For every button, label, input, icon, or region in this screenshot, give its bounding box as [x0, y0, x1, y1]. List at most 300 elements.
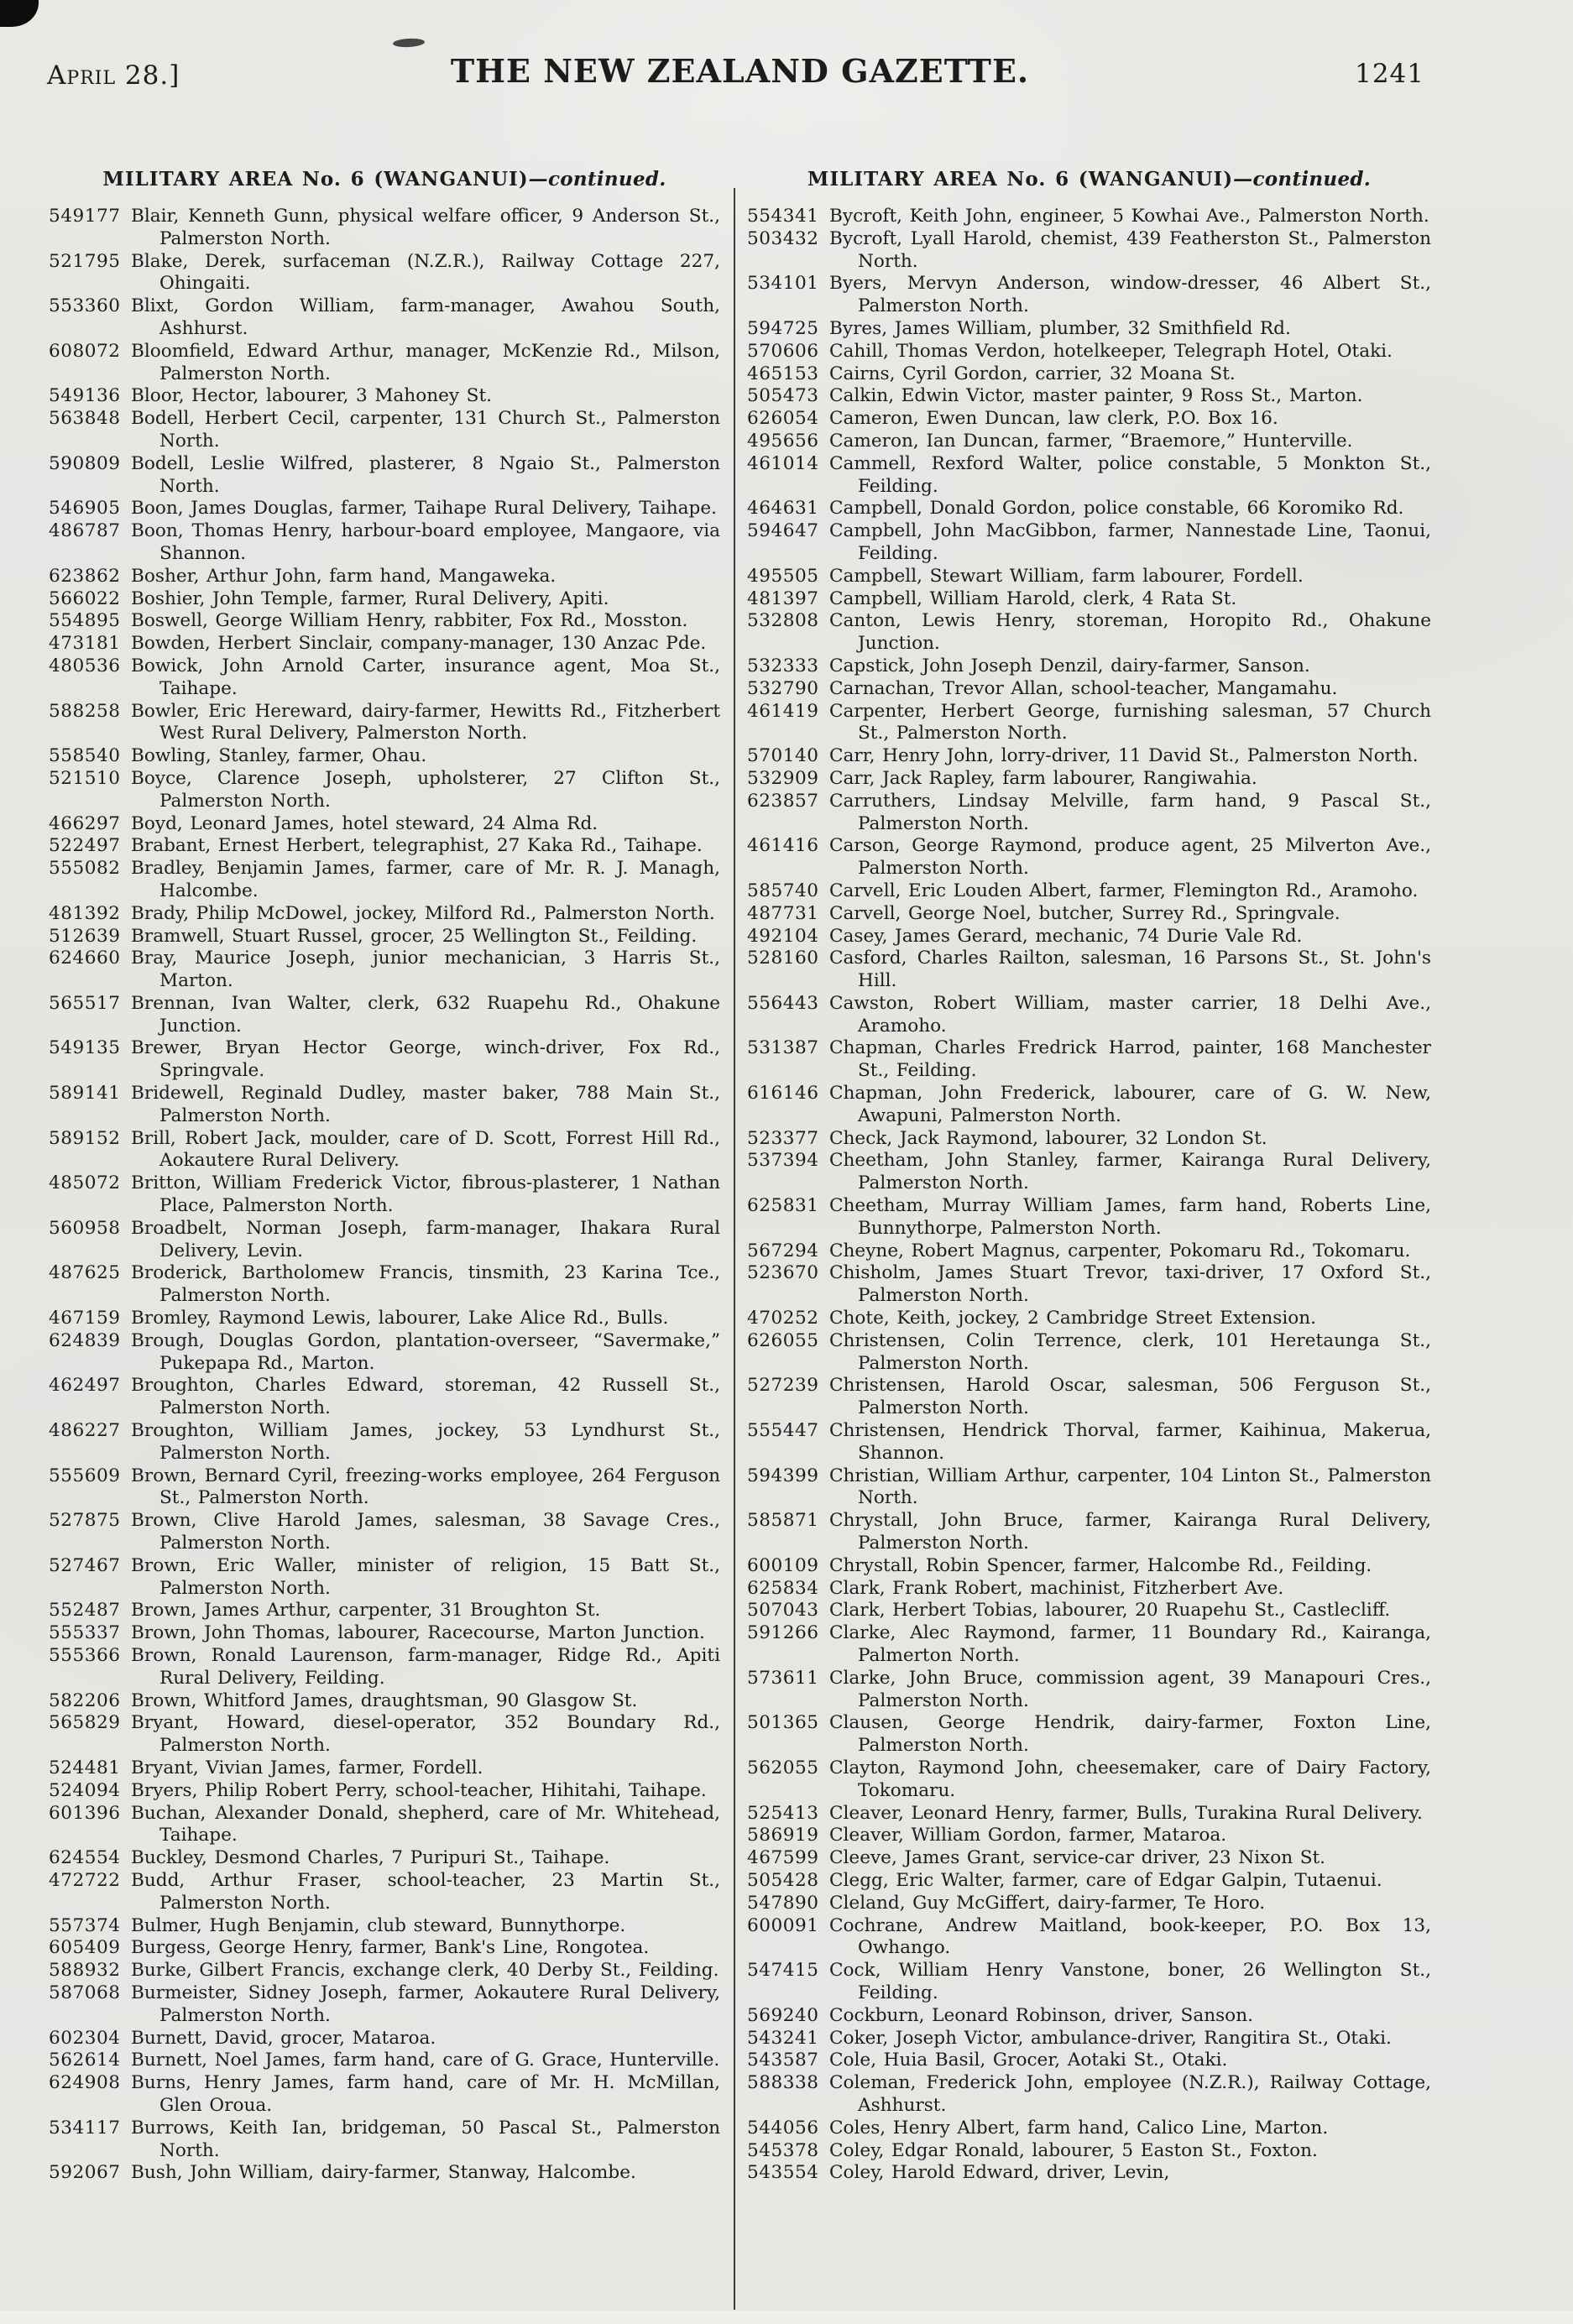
service-number: 590809 — [49, 452, 121, 474]
entry-text: Brown, Ronald Laurenson, farm-manager, Ridge Rd., Apiti Rural Delivery, Feilding. — [131, 1645, 720, 1689]
service-number: 626055 — [747, 1329, 819, 1351]
registry-entry — [747, 1375, 1431, 1420]
service-number: 565517 — [49, 992, 121, 1014]
registry-entry — [49, 835, 720, 858]
entry-text: Blixt, Gordon William, farm-manager, Awahou South, Ashhurst. — [131, 295, 720, 339]
registry-entry — [747, 1330, 1431, 1376]
heading-area-label: MILITARY AREA No. 6 (WANGANUI) — [102, 168, 529, 191]
service-number: 555337 — [49, 1622, 121, 1644]
service-number: 486787 — [49, 520, 121, 542]
service-number: 547890 — [747, 1892, 819, 1914]
registry-entry — [49, 948, 720, 993]
service-number: 554895 — [49, 610, 121, 632]
heading-continued-label: —continued. — [528, 168, 666, 191]
service-number: 625831 — [747, 1195, 819, 1217]
entry-text: Cleeve, James Grant, service-car driver, 23 Nixon St. — [829, 1847, 1326, 1869]
entry-text: Cleland, Guy McGiffert, dairy-farmer, Te Horo. — [829, 1892, 1266, 1914]
entry-text: Chisholm, James Stuart Trevor, taxi-driver, 17 Oxford St., Palmerston North. — [829, 1262, 1431, 1307]
service-number: 605409 — [49, 1937, 121, 1959]
registry-entry — [747, 1083, 1431, 1128]
service-number: 525413 — [747, 1802, 819, 1824]
service-number: 624660 — [49, 948, 121, 969]
registry-entry — [747, 1893, 1431, 1915]
registry-entry — [49, 633, 720, 655]
service-number: 558540 — [49, 745, 121, 767]
registry-entry — [747, 1262, 1431, 1308]
registry-entry — [49, 1555, 720, 1601]
service-number: 521795 — [49, 250, 121, 272]
registry-entry — [747, 1803, 1431, 1825]
registry-entry — [747, 835, 1431, 880]
registry-entry — [49, 1712, 720, 1757]
service-number: 555609 — [49, 1465, 121, 1486]
registry-entry — [747, 498, 1431, 520]
entry-text: Coleman, Frederick John, employee (N.Z.R.), Railway Cottage, Ashhurst. — [829, 2072, 1431, 2116]
entry-text: Cameron, Ian Duncan, farmer, “Braemore,” Hunterville. — [829, 430, 1353, 452]
service-number: 623857 — [747, 790, 819, 812]
entry-text: Bycroft, Keith John, engineer, 5 Kowhai Ave., Palmerston North. — [829, 206, 1429, 227]
entry-text: Campbell, William Harold, clerk, 4 Rata St. — [829, 588, 1237, 609]
registry-entry — [747, 520, 1431, 566]
entry-text: Bryant, Howard, diesel-operator, 352 Boundary Rd., Palmerston North. — [131, 1712, 720, 1757]
entry-text: Coles, Henry Albert, farm hand, Calico Line, Marton. — [829, 2117, 1329, 2139]
service-number: 524481 — [49, 1757, 121, 1778]
registry-entry — [49, 1847, 720, 1870]
registry-entry — [747, 2028, 1431, 2050]
entry-text: Campbell, John MacGibbon, farmer, Nannestade Line, Taonui, Feilding. — [829, 520, 1431, 564]
registry-entry — [747, 1555, 1431, 1578]
left-column — [49, 169, 720, 2185]
entry-text: Buchan, Alexander Donald, shepherd, care of Mr. Whitehead, Taihape. — [131, 1802, 720, 1846]
service-number: 505428 — [747, 1869, 819, 1891]
service-number: 588338 — [747, 2072, 819, 2094]
entry-text: Bromley, Raymond Lewis, labourer, Lake Alice Rd., Bulls. — [131, 1308, 669, 1329]
left-column-heading — [49, 169, 720, 191]
entry-text: Cheetham, Murray William James, farm hand, Roberts Line, Bunnythorpe, Palmerston North. — [829, 1195, 1431, 1239]
registry-entry — [747, 791, 1431, 836]
entry-text: Boon, Thomas Henry, harbour-board employee, Mangaore, via Shannon. — [131, 520, 720, 564]
registry-entry — [747, 2162, 1431, 2185]
registry-entry — [49, 610, 720, 633]
service-number: 495505 — [747, 565, 819, 587]
entry-text: Bush, John William, dairy-farmer, Stanway, Halcombe. — [131, 2162, 636, 2184]
entry-text: Cockburn, Leonard Robinson, driver, Sanson. — [829, 2004, 1253, 2026]
registry-entry — [747, 1712, 1431, 1757]
entry-text: Brown, Eric Waller, minister of religion, 15 Batt St., Palmerston North. — [131, 1554, 720, 1599]
issue-date: April 28.] — [47, 60, 180, 91]
registry-entry — [747, 1150, 1431, 1195]
entry-text: Christian, William Arthur, carpenter, 104 Linton St., Palmerston North. — [829, 1465, 1431, 1509]
service-number: 467159 — [49, 1308, 121, 1329]
entry-text: Burns, Henry James, farm hand, care of Mr. H. McMillan, Glen Oroua. — [131, 2072, 720, 2116]
service-number: 586919 — [747, 1825, 819, 1846]
entry-text: Christensen, Colin Terrence, clerk, 101 Heretaunga St., Palmerston North. — [829, 1329, 1431, 1374]
registry-entry — [49, 1083, 720, 1128]
service-number: 570140 — [747, 745, 819, 767]
service-number: 527875 — [49, 1510, 121, 1532]
entry-text: Brough, Douglas Gordon, plantation-overseer, “Savermake,” Pukepapa Rd., Marton. — [131, 1329, 720, 1374]
service-number: 555447 — [747, 1420, 819, 1442]
registry-entry — [49, 295, 720, 341]
scan-edge-strip — [0, 2311, 1573, 2324]
entry-text: Brown, Whitford James, draughtsman, 90 Glasgow St. — [131, 1689, 638, 1711]
service-number: 462497 — [49, 1375, 121, 1397]
service-number: 616146 — [747, 1083, 819, 1105]
registry-entry — [747, 318, 1431, 341]
registry-entry — [49, 2050, 720, 2072]
registry-entry — [49, 1982, 720, 2028]
entry-text: Bycroft, Lyall Harold, chemist, 439 Featherston St., Palmerston North. — [829, 227, 1431, 272]
service-number: 481392 — [49, 902, 121, 924]
entry-text: Brabant, Ernest Herbert, telegraphist, 27 Kaka Rd., Taihape. — [131, 835, 703, 857]
registry-entry — [747, 273, 1431, 318]
registry-entry — [747, 2118, 1431, 2140]
registry-entry — [49, 341, 720, 386]
service-number: 505473 — [747, 385, 819, 407]
service-number: 470252 — [747, 1308, 819, 1329]
registry-entry — [747, 2050, 1431, 2072]
entry-text: Clayton, Raymond John, cheesemaker, care of Dairy Factory, Tokomaru. — [829, 1757, 1431, 1801]
service-number: 594725 — [747, 317, 819, 339]
entry-text: Cock, William Henry Vanstone, boner, 26 Wellington St., Feilding. — [829, 1960, 1431, 2003]
registry-entry — [49, 1757, 720, 1780]
registry-entry — [747, 926, 1431, 948]
registry-entry — [747, 2072, 1431, 2118]
service-number: 582206 — [49, 1689, 121, 1711]
registry-entry — [747, 678, 1431, 701]
service-number: 543554 — [747, 2162, 819, 2184]
entry-text: Burke, Gilbert Francis, exchange clerk, 40 Derby St., Feilding. — [131, 1960, 719, 1982]
registry-entry — [49, 1128, 720, 1173]
entry-text: Clark, Frank Robert, machinist, Fitzherbert Ave. — [829, 1577, 1284, 1599]
service-number: 565829 — [49, 1712, 121, 1734]
service-number: 495656 — [747, 430, 819, 452]
registry-entry — [49, 206, 720, 251]
service-number: 552487 — [49, 1600, 121, 1622]
service-number: 512639 — [49, 925, 121, 947]
service-number: 523670 — [747, 1262, 819, 1284]
service-number: 545378 — [747, 2139, 819, 2161]
left-entry-list — [49, 206, 720, 2185]
service-number: 589141 — [49, 1083, 121, 1105]
registry-entry — [49, 1780, 720, 1803]
registry-entry — [747, 1668, 1431, 1713]
heading-area-label: MILITARY AREA No. 6 (WANGANUI) — [807, 168, 1234, 191]
registry-entry — [49, 251, 720, 296]
service-number: 531387 — [747, 1037, 819, 1059]
service-number: 532808 — [747, 610, 819, 632]
entry-text: Brown, Bernard Cyril, freezing-works employee, 264 Ferguson St., Palmerston North. — [131, 1465, 720, 1509]
registry-entry — [49, 1330, 720, 1376]
service-number: 594647 — [747, 520, 819, 542]
entry-text: Campbell, Donald Gordon, police constable, 66 Koromiko Rd. — [829, 498, 1404, 520]
service-number: 594399 — [747, 1465, 819, 1486]
entry-text: Broughton, Charles Edward, storeman, 42 Russell St., Palmerston North. — [131, 1375, 720, 1419]
service-number: 492104 — [747, 925, 819, 947]
heading-continued-label: —continued. — [1233, 168, 1372, 191]
scan-artifact-speck — [393, 38, 425, 48]
registry-entry — [747, 1308, 1431, 1330]
entry-text: Buckley, Desmond Charles, 7 Puripuri St., Taihape. — [131, 1847, 610, 1869]
registry-entry — [49, 2072, 720, 2118]
service-number: 472722 — [49, 1869, 121, 1891]
entry-text: Broughton, William James, jockey, 53 Lyndhurst St., Palmerston North. — [131, 1420, 720, 1464]
registry-entry — [747, 1195, 1431, 1240]
entry-text: Burnett, Noel James, farm hand, care of G. Grace, Hunterville. — [131, 2050, 720, 2071]
registry-entry — [747, 1510, 1431, 1555]
registry-entry — [747, 655, 1431, 678]
entry-text: Brown, James Arthur, carpenter, 31 Broughton St. — [131, 1600, 601, 1622]
service-number: 585871 — [747, 1510, 819, 1532]
registry-entry — [747, 768, 1431, 791]
entry-text: Bradley, Benjamin James, farmer, care of Mr. R. J. Managh, Halcombe. — [131, 858, 720, 901]
registry-entry — [49, 2162, 720, 2185]
entry-text: Canton, Lewis Henry, storeman, Horopito Rd., Ohakune Junction. — [829, 610, 1431, 655]
service-number: 573611 — [747, 1667, 819, 1689]
column-divider-rule — [734, 188, 735, 2310]
service-number: 570606 — [747, 340, 819, 362]
service-number: 524094 — [49, 1779, 121, 1801]
registry-entry — [747, 903, 1431, 926]
registry-entry — [747, 2005, 1431, 2028]
registry-entry — [747, 1600, 1431, 1622]
registry-entry — [747, 1960, 1431, 2005]
service-number: 461014 — [747, 452, 819, 474]
service-number: 624908 — [49, 2072, 121, 2094]
entry-text: Bowden, Herbert Sinclair, company-manager, 130 Anzac Pde. — [131, 633, 707, 655]
service-number: 534101 — [747, 273, 819, 295]
service-number: 547415 — [747, 1960, 819, 1982]
entry-text: Cairns, Cyril Gordon, carrier, 32 Moana St. — [829, 363, 1236, 384]
entry-text: Bloor, Hector, labourer, 3 Mahoney St. — [131, 385, 493, 407]
entry-text: Campbell, Stewart William, farm labourer, Fordell. — [829, 565, 1304, 587]
entry-text: Boyce, Clarence Joseph, upholsterer, 27 Clifton St., Palmerston North. — [131, 767, 720, 812]
registry-entry — [49, 2118, 720, 2163]
service-number: 467599 — [747, 1847, 819, 1869]
right-entry-list — [747, 206, 1431, 2185]
registry-entry — [747, 1825, 1431, 1847]
entry-text: Chapman, Charles Fredrick Harrod, painter, 168 Manchester St., Feilding. — [829, 1037, 1431, 1082]
entry-text: Bodell, Herbert Cecil, carpenter, 131 Church St., Palmerston North. — [131, 408, 720, 452]
service-number: 543587 — [747, 2050, 819, 2071]
entry-text: Coley, Harold Edward, driver, Levin, — [829, 2162, 1170, 2184]
service-number: 501365 — [747, 1712, 819, 1734]
registry-entry — [49, 1465, 720, 1511]
registry-entry — [49, 498, 720, 520]
entry-text: Cochrane, Andrew Maitland, book-keeper, P.O. Box 13, Owhango. — [829, 1914, 1431, 1959]
service-number: 600091 — [747, 1914, 819, 1936]
service-number: 534117 — [49, 2117, 121, 2139]
entry-text: Brady, Philip McDowel, jockey, Milford Rd., Palmerston North. — [131, 902, 715, 924]
entry-text: Christensen, Harold Oscar, salesman, 506 Ferguson St., Palmerston North. — [829, 1375, 1431, 1419]
service-number: 600109 — [747, 1554, 819, 1576]
service-number: 549135 — [49, 1037, 121, 1059]
right-column-heading — [747, 169, 1431, 191]
entry-text: Clarke, John Bruce, commission agent, 39 Manapouri Cres., Palmerston North. — [829, 1667, 1431, 1711]
registry-entry — [747, 566, 1431, 588]
registry-entry — [747, 363, 1431, 386]
entry-text: Carnachan, Trevor Allan, school-teacher, Mangamahu. — [829, 677, 1338, 699]
entry-text: Christensen, Hendrick Thorval, farmer, Kaihinua, Makerua, Shannon. — [829, 1420, 1431, 1464]
registry-entry — [49, 1262, 720, 1308]
service-number: 544056 — [747, 2117, 819, 2139]
entry-text: Boswell, George William Henry, rabbiter, Fox Rd., Mosston. — [131, 610, 688, 632]
service-number: 588258 — [49, 700, 121, 722]
service-number: 560958 — [49, 1217, 121, 1239]
entry-text: Check, Jack Raymond, labourer, 32 London St. — [829, 1127, 1267, 1149]
registry-entry — [747, 1757, 1431, 1803]
registry-entry — [49, 1172, 720, 1218]
service-number: 587068 — [49, 1982, 121, 2003]
service-number: 625834 — [747, 1577, 819, 1599]
registry-entry — [747, 1240, 1431, 1263]
service-number: 464631 — [747, 498, 819, 520]
registry-entry — [49, 1218, 720, 1263]
service-number: 486227 — [49, 1420, 121, 1442]
registry-entry — [747, 880, 1431, 903]
entry-text: Brown, Clive Harold James, salesman, 38 Savage Cres., Palmerston North. — [131, 1510, 720, 1554]
service-number: 503432 — [747, 227, 819, 249]
service-number: 592067 — [49, 2162, 121, 2184]
entry-text: Bowick, John Arnold Carter, insurance agent, Moa St., Taihape. — [131, 655, 720, 699]
service-number: 567294 — [747, 1240, 819, 1261]
service-number: 556443 — [747, 992, 819, 1014]
service-number: 523377 — [747, 1127, 819, 1149]
entry-text: Broderick, Bartholomew Francis, tinsmith, 23 Karina Tce., Palmerston North. — [131, 1262, 720, 1307]
scan-artifact-corner — [0, 0, 39, 27]
entry-text: Bryers, Philip Robert Perry, school-teacher, Hihitahi, Taihape. — [131, 1779, 707, 1801]
registry-entry — [49, 701, 720, 746]
service-number: 569240 — [747, 2004, 819, 2026]
service-number: 521510 — [49, 767, 121, 789]
service-number: 602304 — [49, 2027, 121, 2049]
entry-text: Budd, Arthur Fraser, school-teacher, 23 Martin St., Palmerston North. — [131, 1869, 720, 1914]
registry-entry — [747, 1128, 1431, 1151]
service-number: 608072 — [49, 340, 121, 362]
entry-text: Bray, Maurice Joseph, junior mechanician, 3 Harris St., Marton. — [131, 948, 720, 992]
service-number: 623862 — [49, 565, 121, 587]
entry-text: Bodell, Leslie Wilfred, plasterer, 8 Ngaio St., Palmerston North. — [131, 452, 720, 497]
service-number: 527467 — [49, 1554, 121, 1576]
entry-text: Carruthers, Lindsay Melville, farm hand, 9 Pascal St., Palmerston North. — [829, 790, 1431, 834]
service-number: 553360 — [49, 295, 121, 317]
registry-entry — [49, 1803, 720, 1848]
registry-entry — [49, 1037, 720, 1083]
entry-text: Bowler, Eric Hereward, dairy-farmer, Hewitts Rd., Fitzherbert West Rural Delivery, Palmerston North. — [131, 700, 720, 744]
registry-entry — [49, 1690, 720, 1713]
right-column — [747, 169, 1431, 2185]
registry-entry — [49, 1375, 720, 1420]
registry-entry — [49, 385, 720, 408]
service-number: 480536 — [49, 655, 121, 676]
registry-entry — [747, 745, 1431, 768]
registry-entry — [747, 408, 1431, 431]
service-number: 487731 — [747, 902, 819, 924]
registry-entry — [49, 1937, 720, 1960]
service-number: 532333 — [747, 655, 819, 676]
registry-entry — [747, 228, 1431, 274]
entry-text: Cleaver, Leonard Henry, farmer, Bulls, Turakina Rural Delivery. — [829, 1802, 1423, 1824]
entry-text: Bryant, Vivian James, farmer, Fordell. — [131, 1757, 483, 1778]
service-number: 563848 — [49, 408, 121, 430]
registry-entry — [747, 431, 1431, 453]
entry-text: Cameron, Ewen Duncan, law clerk, P.O. Box 16. — [829, 408, 1278, 430]
entry-text: Bosher, Arthur John, farm hand, Mangaweka. — [131, 565, 557, 587]
registry-entry — [49, 588, 720, 611]
entry-text: Cleaver, William Gordon, farmer, Mataroa. — [829, 1825, 1227, 1846]
registry-entry — [49, 1915, 720, 1938]
registry-entry — [49, 408, 720, 453]
service-number: 549177 — [49, 206, 121, 227]
service-number: 601396 — [49, 1802, 121, 1824]
service-number: 626054 — [747, 408, 819, 430]
registry-entry — [747, 1847, 1431, 1870]
page-title: THE NEW ZEALAND GAZETTE. — [450, 52, 1030, 90]
entry-text: Burmeister, Sidney Joseph, farmer, Aokautere Rural Delivery, Palmerston North. — [131, 1982, 720, 2026]
service-number: 543241 — [747, 2027, 819, 2049]
registry-entry — [49, 1308, 720, 1330]
entry-text: Coley, Edgar Ronald, labourer, 5 Easton St., Foxton. — [829, 2139, 1318, 2161]
registry-entry — [747, 206, 1431, 228]
entry-text: Capstick, John Joseph Denzil, dairy-farmer, Sanson. — [829, 655, 1310, 676]
service-number: 522497 — [49, 835, 121, 857]
service-number: 461416 — [747, 835, 819, 857]
entry-text: Bowling, Stanley, farmer, Ohau. — [131, 745, 427, 767]
registry-entry — [49, 1960, 720, 1982]
service-number: 487625 — [49, 1262, 121, 1284]
service-number: 562055 — [747, 1757, 819, 1778]
registry-entry — [747, 341, 1431, 363]
entry-text: Carr, Jack Rapley, farm labourer, Rangiwahia. — [829, 767, 1257, 789]
entry-text: Boshier, John Temple, farmer, Rural Delivery, Apiti. — [131, 588, 609, 609]
registry-entry — [49, 1622, 720, 1645]
entry-text: Broadbelt, Norman Joseph, farm-manager, Ihakara Rural Delivery, Levin. — [131, 1217, 720, 1261]
registry-entry — [747, 1870, 1431, 1893]
entry-text: Cammell, Rexford Walter, police constable, 5 Monkton St., Feilding. — [829, 452, 1431, 497]
registry-entry — [49, 1645, 720, 1690]
page-number: 1241 — [1355, 59, 1424, 89]
registry-entry — [49, 813, 720, 836]
service-number: 546905 — [49, 498, 121, 520]
entry-text: Cahill, Thomas Verdon, hotelkeeper, Telegraph Hotel, Otaki. — [829, 340, 1393, 362]
service-number: 562614 — [49, 2050, 121, 2071]
entry-text: Blake, Derek, surfaceman (N.Z.R.), Railway Cottage 227, Ohingaiti. — [131, 250, 720, 295]
registry-entry — [747, 588, 1431, 611]
entry-text: Byres, James William, plumber, 32 Smithfield Rd. — [829, 317, 1291, 339]
registry-entry — [747, 1578, 1431, 1601]
entry-text: Boyd, Leonard James, hotel steward, 24 Alma Rd. — [131, 812, 598, 834]
registry-entry — [49, 858, 720, 903]
registry-entry — [747, 993, 1431, 1038]
service-number: 585740 — [747, 880, 819, 901]
entry-text: Bloomfield, Edward Arthur, manager, McKenzie Rd., Milson, Palmerston North. — [131, 340, 720, 384]
service-number: 527239 — [747, 1375, 819, 1397]
registry-entry — [49, 2028, 720, 2050]
registry-entry — [49, 926, 720, 948]
entry-text: Bramwell, Stuart Russel, grocer, 25 Wellington St., Feilding. — [131, 925, 698, 947]
service-number: 507043 — [747, 1600, 819, 1622]
registry-entry — [49, 745, 720, 768]
entry-text: Byers, Mervyn Anderson, window-dresser, 46 Albert St., Palmerston North. — [829, 273, 1431, 317]
service-number: 589152 — [49, 1127, 121, 1149]
entry-text: Casey, James Gerard, mechanic, 74 Durie Vale Rd. — [829, 925, 1303, 947]
registry-entry — [49, 566, 720, 588]
entry-text: Brennan, Ivan Walter, clerk, 632 Ruapehu Rd., Ohakune Junction. — [131, 992, 720, 1037]
registry-entry — [49, 903, 720, 926]
service-number: 591266 — [747, 1622, 819, 1644]
service-number: 461419 — [747, 700, 819, 722]
registry-entry — [747, 1037, 1431, 1083]
